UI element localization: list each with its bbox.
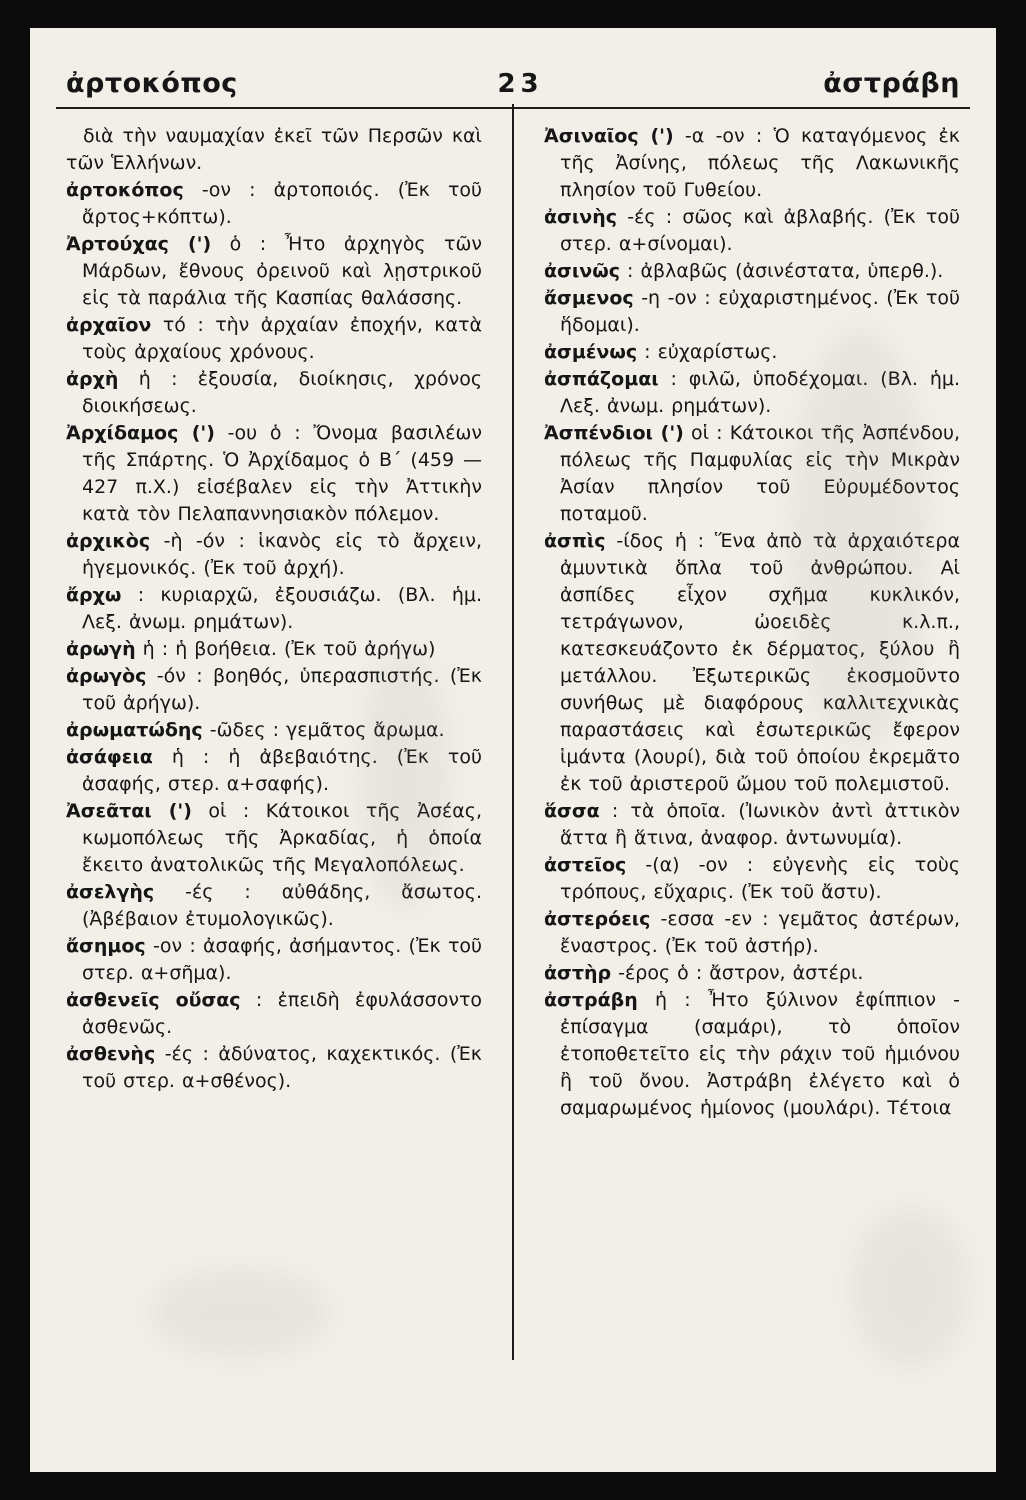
dictionary-entry: Ἀσιναῖος (') -α -ον : Ὁ καταγόμενος ἐκ τῆς Ἀσίνης, πόλεως τῆς Λακωνικῆς πλησίον τοῦ Γυθείου.: [544, 125, 961, 201]
dictionary-entry: ἀσελγὴς -ές : αὐθάδης, ἄσωτος. (Ἀβέβαιον ἐτυμολογικῶς).: [66, 881, 482, 930]
entry-headword: Ἀρτούχας ('): [66, 233, 212, 255]
entry-headword: ἀσπὶς: [544, 530, 606, 552]
dictionary-entry: Ἀσεᾶται (') οἱ : Κάτοικοι τῆς Ἀσέας, κωμοπόλεως τῆς Ἀρκαδίας, ἡ ὁποία ἔκειτο ἀνατολικῶς τῆς Μεγαλοπόλεως.: [66, 800, 482, 876]
entry-headword: Ἀσπένδιοι ('): [544, 422, 684, 444]
dictionary-entry: ἀρτοκόπος -ον : ἀρτοποιός. (Ἐκ τοῦ ἄρτος+κόπτω).: [66, 179, 482, 228]
entry-headword: ἀστεῖος: [544, 854, 627, 876]
entry-headword: ἄσημος: [66, 935, 146, 957]
dictionary-entry: ἀστράβη ἡ : Ἦτο ξύλινον ἐφίππιον - ἐπίσαγμα (σαμάρι), τὸ ὁποῖον ἐτοποθετεῖτο εἰς τὴν ράχιν τοῦ ἡμιόνου ἢ τοῦ ὄνου. Ἀστράβη ἐλέγετο καὶ ὁ σαμαρωμένος ἡμίονος (μουλάρι). Τέτοια: [544, 989, 960, 1119]
entry-headword: ἀρχικὸς: [66, 530, 151, 552]
dictionary-entry: Ἀρχίδαμος (') -ου ὁ : Ὄνομα βασιλέων τῆς Σπάρτης. Ὁ Ἀρχίδαμος ὁ Β΄ (459 — 427 π.Χ.) εἰσέβαλεν εἰς τὴν Ἀττικὴν κατὰ τὸν Πελαπαννησιακὸν πόλεμον.: [66, 422, 482, 525]
dictionary-entry: ἀσινῶς : ἀβλαβῶς (ἀσινέστατα, ὑπερθ.).: [544, 260, 944, 282]
dictionary-entry: ἀσμένως : εὐχαρίστως.: [544, 341, 778, 363]
page-header: [30, 28, 996, 107]
entry-headword: ἀρχὴ: [66, 368, 119, 390]
dictionary-entry: ἀστὴρ -έρος ὁ : ἄστρον, ἀστέρι.: [544, 962, 864, 984]
dictionary-entry: ἀρωγὴ ἡ : ἡ βοήθεια. (Ἐκ τοῦ ἀρήγω): [66, 638, 436, 660]
dictionary-entry: Ἀσπένδιοι (') οἱ : Κάτοικοι τῆς Ἀσπένδου, πόλεως τῆς Παμφυλίας εἰς τὴν Μικρὰν Ἀσίαν πλησίον τοῦ Εὐρυμέδοντος ποταμοῦ.: [544, 422, 960, 525]
entry-headword: ἀρτοκόπος: [66, 179, 184, 201]
dictionary-entry: ἀρχαῖον τό : τὴν ἀρχαίαν ἐποχήν, κατὰ τοὺς ἀρχαίους χρόνους.: [66, 314, 482, 363]
entry-headword: ἀσθενὴς: [66, 1043, 156, 1065]
dictionary-entry: ἀστεῖος -(α) -ον : εὐγενὴς εἰς τοὺς τρόπους, εὔχαρις. (Ἐκ τοῦ ἄστυ).: [544, 854, 960, 903]
entry-headword: ἄρχω: [66, 584, 122, 606]
entry-headword: ἀρωγὴ: [66, 638, 136, 660]
entry-headword: ἀσελγὴς: [66, 881, 155, 903]
entry-headword: ἀστράβη: [544, 989, 638, 1011]
dictionary-entry: ἀσινὴς -ές : σῶος καὶ ἀβλαβής. (Ἐκ τοῦ στερ. α+σίνομαι).: [544, 206, 960, 255]
dictionary-entry: ἀσπὶς -ίδος ἡ : Ἕνα ἀπὸ τὰ ἀρχαιότερα ἀμυντικὰ ὅπλα τοῦ ἀνθρώπου. Αἱ ἀσπίδες εἶχον σχῆμα κυκλικόν, τετράγωνον, ὠοειδὲς κ.λ.π., κατεσκευάζοντο ἐκ δέρματος, ξύλου ἢ μετάλλου. Ἐξωτερικῶς ἐκοσμοῦντο συνήθως μὲ διαφόρους καλλιτεχνικὰς παραστάσεις καὶ ἐσωτερικῶς ἔφερον ἱμάντα (λουρί), διὰ τοῦ ὁποίου ἐκρεμᾶτο ἐκ τοῦ ἀριστεροῦ ὤμου τοῦ πολεμιστοῦ.: [544, 530, 960, 795]
entry-headword: Ἀρχίδαμος ('): [66, 422, 215, 444]
right-column: [512, 123, 960, 1122]
column-divider: [512, 104, 514, 1360]
dictionary-entry: διὰ τὴν ναυμαχίαν ἐκεῖ τῶν Περσῶν καὶ τῶν Ἑλλήνων.: [66, 125, 482, 174]
dictionary-entry: ἀρχὴ ἡ : ἐξουσία, διοίκησις, χρόνος διοικήσεως.: [66, 368, 482, 417]
dictionary-entry: ἀσπάζομαι : φιλῶ, ὑποδέχομαι. (Βλ. ἡμ. Λεξ. ἀνωμ. ρημάτων).: [544, 368, 960, 417]
dictionary-entry: ἀρχικὸς -ὴ -όν : ἱκανὸς εἰς τὸ ἄρχειν, ἡγεμονικός. (Ἐκ τοῦ ἀρχή).: [66, 530, 482, 579]
dictionary-entry: ἀσθενὴς -ές : ἀδύνατος, καχεκτικός. (Ἐκ τοῦ στερ. α+σθένος).: [66, 1043, 482, 1092]
entry-headword: ἀσινῶς: [544, 260, 620, 282]
dictionary-page: [30, 28, 996, 1472]
page-number: 23: [497, 69, 544, 99]
dictionary-entry: ἀστερόεις -εσσα -εν : γεμᾶτος ἀστέρων, ἔναστρος. (Ἐκ τοῦ ἀστήρ).: [544, 908, 960, 957]
entry-headword: Ἀσεᾶται ('): [66, 800, 192, 822]
scan-smudge: [850, 1208, 970, 1368]
dictionary-entry: ἀρωγὸς -όν : βοηθός, ὑπερασπιστής. (Ἐκ τοῦ ἀρήγω).: [66, 665, 482, 714]
dictionary-entry: ἀσάφεια ἡ : ἡ ἀβεβαιότης. (Ἐκ τοῦ ἀσαφής, στερ. α+σαφής).: [66, 746, 482, 795]
entry-headword: ἀρωματώδης: [66, 719, 203, 741]
entry-headword: ἀσμένως: [544, 341, 638, 363]
guide-word-left: ἀρτοκόπος: [66, 68, 238, 99]
dictionary-entry: ἀσθενεῖς οὔσας : ἐπειδὴ ἐφυλάσσοντο ἀσθενῶς.: [66, 989, 483, 1038]
dictionary-entry: ἀρωματώδης -ῶδες : γεμᾶτος ἄρωμα.: [66, 719, 445, 741]
dictionary-entry: Ἀρτούχας (') ὁ : Ἦτο ἀρχηγὸς τῶν Μάρδων, ἔθνους ὀρεινοῦ καὶ λῃστρικοῦ εἰς τὰ παράλια τῆς Κασπίας θαλάσσης.: [66, 233, 482, 309]
scan-smudge: [150, 1268, 330, 1358]
left-column: [66, 123, 512, 1122]
dictionary-entry: ἄσμενος -η -ον : εὐχαριστημένος. (Ἐκ τοῦ ἥδομαι).: [544, 287, 960, 336]
entry-headword: ἀστερόεις: [544, 908, 651, 930]
dictionary-entry: ἄσημος -ον : ἀσαφής, ἀσήμαντος. (Ἐκ τοῦ στερ. α+σῆμα).: [66, 935, 482, 984]
entry-headword: ἀσθενεῖς οὔσας: [66, 989, 241, 1011]
entry-headword: Ἀσιναῖος ('): [544, 125, 674, 147]
entry-headword: ἅσσα: [544, 800, 600, 822]
entry-headword: ἄσμενος: [544, 287, 634, 309]
entry-headword: ἀσπάζομαι: [544, 368, 659, 390]
entry-headword: ἀρχαῖον: [66, 314, 152, 336]
entry-headword: ἀστὴρ: [544, 962, 612, 984]
entry-headword: ἀσάφεια: [66, 746, 153, 768]
guide-word-right: ἀστράβη: [823, 68, 960, 99]
dictionary-entry: ἄρχω : κυριαρχῶ, ἐξουσιάζω. (Βλ. ἡμ. Λεξ. ἀνωμ. ρημάτων).: [66, 584, 482, 633]
entry-headword: ἀσινὴς: [544, 206, 617, 228]
dictionary-entry: ἅσσα : τὰ ὁποῖα. (Ἰωνικὸν ἀντὶ ἀττικὸν ἅττα ἢ ἅτινα, ἀναφορ. ἀντωνυμία).: [544, 800, 960, 849]
entry-headword: ἀρωγὸς: [66, 665, 147, 687]
